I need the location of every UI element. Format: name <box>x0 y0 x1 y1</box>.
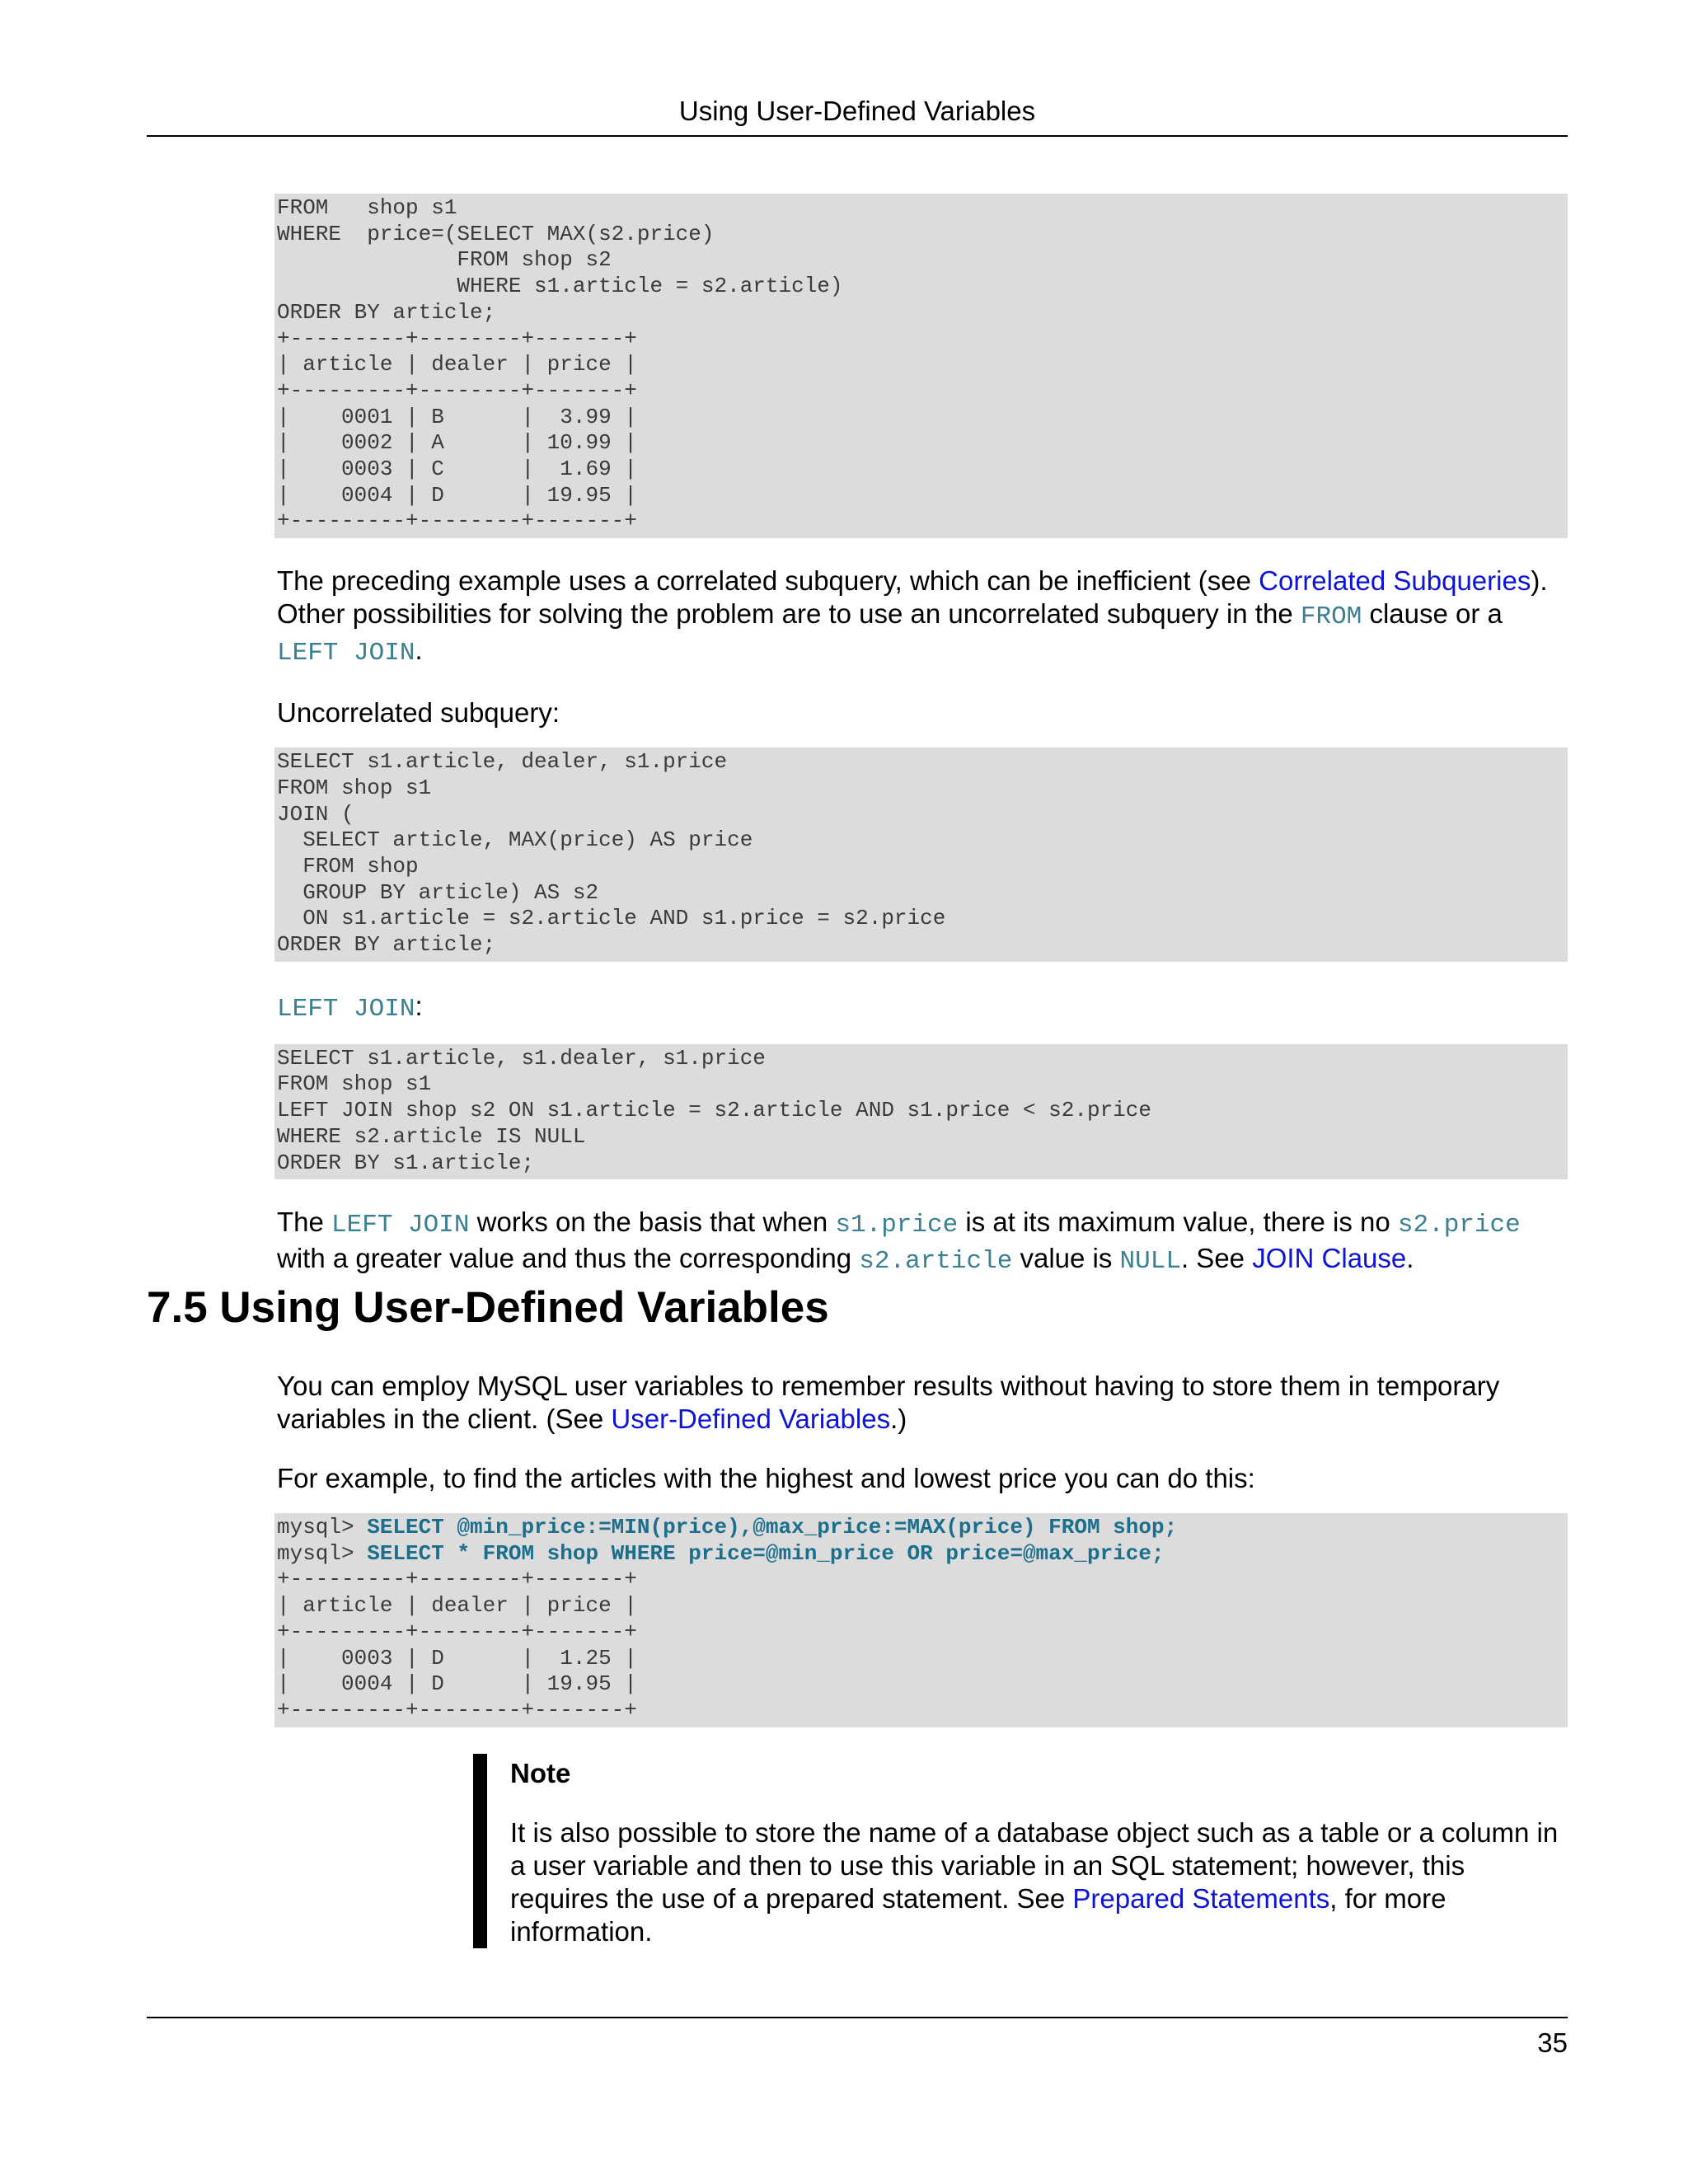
paragraph-user-variables-intro <box>277 1370 1568 1436</box>
mysql-prompt: mysql> <box>277 1515 368 1540</box>
text: ). Other possibilities for solving the problem are to use an uncorrelated subquery in the <box>277 565 1548 630</box>
text: You can employ MySQL user variables to remember results without having to store them in temporary variables in the client. (See <box>277 1371 1500 1434</box>
text: It is also possible to store the name of a database object such as a table or a column in a user variable and then to use this variable in an SQL statement; however, this requires the use of a prepared statement. See <box>510 1816 1559 1914</box>
footer-rule <box>147 2017 1568 2018</box>
text: , for more information. <box>510 1882 1447 1947</box>
section-heading: 7.5 Using User-Defined Variables <box>147 1283 829 1332</box>
code-block-left-join: SELECT s1.article, s1.dealer, s1.price FROM shop s1 LEFT JOIN shop s2 ON s1.article = s2.article AND s1.price < s2.price WHERE s2.article IS NULL ORDER BY s1.article; <box>274 1044 1568 1180</box>
text: The <box>277 1207 332 1238</box>
literal-s2-article: s2.article <box>859 1247 1013 1277</box>
link-correlated-subqueries[interactable]: Correlated Subqueries <box>1259 565 1531 597</box>
page-content <box>277 194 1568 1278</box>
link-prepared-statements[interactable]: Prepared Statements <box>1072 1882 1330 1914</box>
literal-left-join: LEFT JOIN <box>277 994 415 1024</box>
literal-left-join: LEFT JOIN <box>277 639 415 668</box>
text: is at its maximum value, there is no <box>958 1207 1398 1238</box>
page-number: 35 <box>1537 2027 1568 2058</box>
link-user-defined-variables[interactable]: User-Defined Variables <box>611 1404 891 1434</box>
text: clause or a <box>1362 598 1503 630</box>
text: . See <box>1180 1243 1253 1274</box>
text: value is <box>1012 1243 1120 1274</box>
sql-command: SELECT @min_price:=MIN(price),@max_price:=MAX(price) FROM shop; <box>367 1515 1178 1540</box>
text: : <box>415 990 423 1021</box>
text: with a greater value and thus the corresponding <box>277 1243 860 1274</box>
note-box <box>473 1754 1568 1948</box>
mysql-prompt: mysql> <box>277 1540 368 1566</box>
text: .) <box>890 1404 907 1434</box>
paragraph-left-join-explanation <box>277 1206 1568 1278</box>
text: The preceding example uses a correlated subquery, which can be inefficient (see <box>277 565 1259 597</box>
paragraph-example-intro: For example, to find the articles with the highest and lowest price you can do this: <box>277 1463 1255 1493</box>
literal-s1-price: s1.price <box>835 1211 959 1240</box>
text: works on the basis that when <box>469 1207 836 1238</box>
note-text <box>510 1816 1568 1948</box>
literal-from: FROM <box>1300 602 1362 632</box>
label-uncorrelated-subquery: Uncorrelated subquery: <box>277 697 560 729</box>
text: . <box>415 635 423 666</box>
note-title: Note <box>510 1757 571 1788</box>
literal-left-join: LEFT JOIN <box>331 1211 470 1240</box>
label-left-join <box>277 990 1568 1026</box>
text: . <box>1406 1243 1414 1274</box>
link-join-clause[interactable]: JOIN Clause <box>1252 1243 1407 1274</box>
code-block-uncorrelated-subquery: SELECT s1.article, dealer, s1.price FROM shop s1 JOIN ( SELECT article, MAX(price) AS price FROM shop GROUP BY article) AS s2 ON s1.article = s2.article AND s1.price = s2.price ORDER BY article; <box>274 748 1568 962</box>
running-header: Using User-Defined Variables <box>678 96 1036 126</box>
code-block-user-variables <box>274 1513 1568 1727</box>
result-table: +---------+--------+-------+ | article | dealer | price | +---------+--------+-------+ | 0003 | D | 1.25 | | 0004 | D | 19.95 | +---------+--------+-------+ <box>277 1567 637 1722</box>
section-content <box>277 1370 1568 1948</box>
code-block-correlated-subquery: FROM shop s1 WHERE price=(SELECT MAX(s2.price) FROM shop s2 WHERE s1.article = s2.article) ORDER BY article; +---------+--------+-------+ | article | dealer | price | +---------+--------+-------+ | 0001 | B | 3.99 | | 0002 | A | 10.99 | | 0003 | C | 1.69 | | 0004 | D | 19.95 | +---------+--------+-------+ <box>274 194 1568 538</box>
literal-null: NULL <box>1119 1247 1181 1277</box>
header-rule <box>147 135 1568 137</box>
paragraph-correlated-explanation <box>277 565 1568 670</box>
literal-s2-price: s2.price <box>1397 1211 1521 1240</box>
sql-command: SELECT * FROM shop WHERE price=@min_price OR price=@max_price; <box>367 1540 1165 1566</box>
